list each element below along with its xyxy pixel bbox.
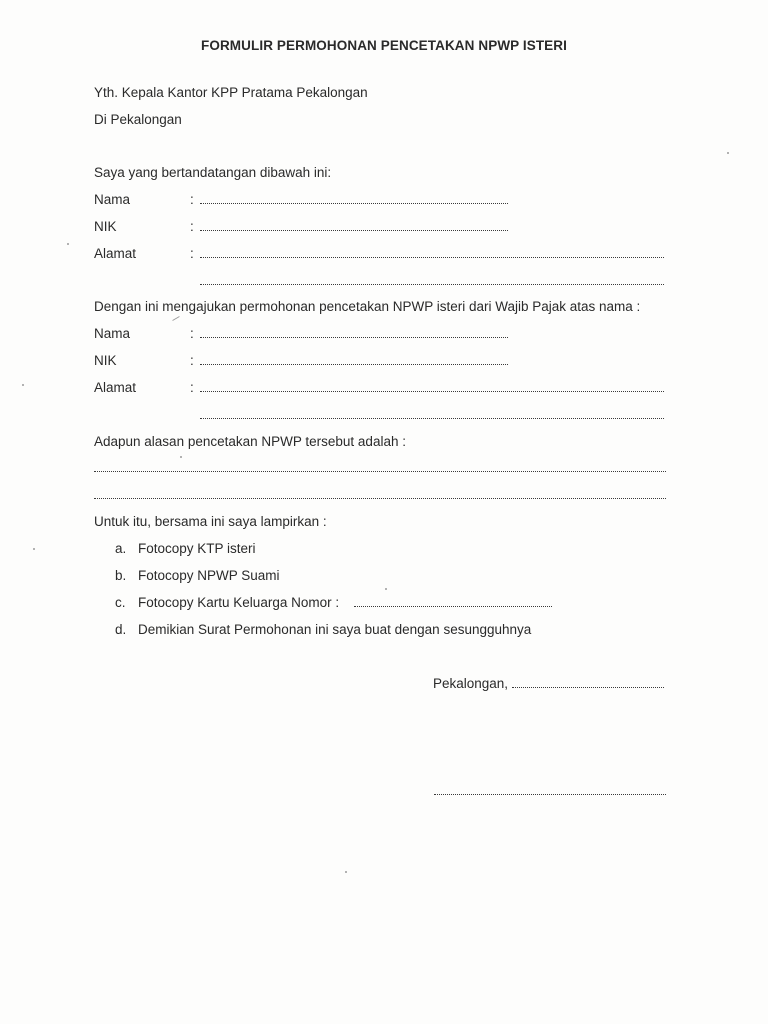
- scan-speck: [180, 456, 182, 458]
- form-title: FORMULIR PERMOHONAN PENCETAKAN NPWP ISTERI: [201, 38, 567, 53]
- section2-nama-colon: :: [190, 326, 194, 341]
- section1-alamat-field-2[interactable]: [200, 284, 664, 285]
- scan-speck: [385, 588, 387, 590]
- section1-alamat-field-1[interactable]: [200, 257, 664, 258]
- attachment-a-marker: a.: [115, 541, 127, 556]
- section1-intro: Saya yang bertandatangan dibawah ini:: [94, 165, 332, 180]
- attachment-a-text: Fotocopy KTP isteri: [138, 541, 256, 556]
- signature-place-label: Pekalongan,: [433, 676, 509, 691]
- section1-nama-field[interactable]: [200, 203, 508, 204]
- scan-speck: [345, 871, 347, 873]
- section1-nik-label: NIK: [94, 219, 117, 234]
- section2-alamat-colon: :: [190, 380, 194, 395]
- addressee-line-1: Yth. Kepala Kantor KPP Pratama Pekalongan: [94, 85, 368, 100]
- attachment-b-marker: b.: [115, 568, 127, 583]
- scan-speck: [172, 316, 179, 321]
- section1-nama-label: Nama: [94, 192, 131, 207]
- section2-nama-field[interactable]: [200, 337, 508, 338]
- section1-alamat-colon: :: [190, 246, 194, 261]
- section2-alamat-label: Alamat: [94, 380, 137, 395]
- attachment-d-text: Demikian Surat Permohonan ini saya buat dengan sesungguhnya: [138, 622, 532, 637]
- attachment-d-marker: d.: [115, 622, 127, 637]
- section1-alamat-label: Alamat: [94, 246, 137, 261]
- scan-speck: [727, 152, 729, 154]
- attachment-c-text: Fotocopy Kartu Keluarga Nomor :: [138, 595, 340, 610]
- reason-field-1[interactable]: [94, 471, 666, 472]
- scan-speck: [33, 548, 35, 550]
- signature-name-field[interactable]: [434, 794, 666, 795]
- section1-nama-colon: :: [190, 192, 194, 207]
- section1-nik-field[interactable]: [200, 230, 508, 231]
- kartu-keluarga-number-field[interactable]: [354, 606, 552, 607]
- signature-date-field[interactable]: [512, 687, 664, 688]
- section2-alamat-field-1[interactable]: [200, 391, 664, 392]
- section2-nik-label: NIK: [94, 353, 117, 368]
- scan-speck: [67, 243, 69, 245]
- attachments-intro: Untuk itu, bersama ini saya lampirkan :: [94, 514, 327, 529]
- addressee-line-2: Di Pekalongan: [94, 112, 182, 127]
- section2-alamat-field-2[interactable]: [200, 418, 664, 419]
- section2-intro: Dengan ini mengajukan permohonan pencetakan NPWP isteri dari Wajib Pajak atas nama :: [94, 299, 641, 314]
- reason-intro: Adapun alasan pencetakan NPWP tersebut adalah :: [94, 434, 406, 449]
- reason-field-2[interactable]: [94, 498, 666, 499]
- section2-nik-colon: :: [190, 353, 194, 368]
- attachment-c-marker: c.: [115, 595, 126, 610]
- scan-speck: [22, 384, 24, 386]
- attachment-b-text: Fotocopy NPWP Suami: [138, 568, 280, 583]
- section1-nik-colon: :: [190, 219, 194, 234]
- section2-nik-field[interactable]: [200, 364, 508, 365]
- section2-nama-label: Nama: [94, 326, 131, 341]
